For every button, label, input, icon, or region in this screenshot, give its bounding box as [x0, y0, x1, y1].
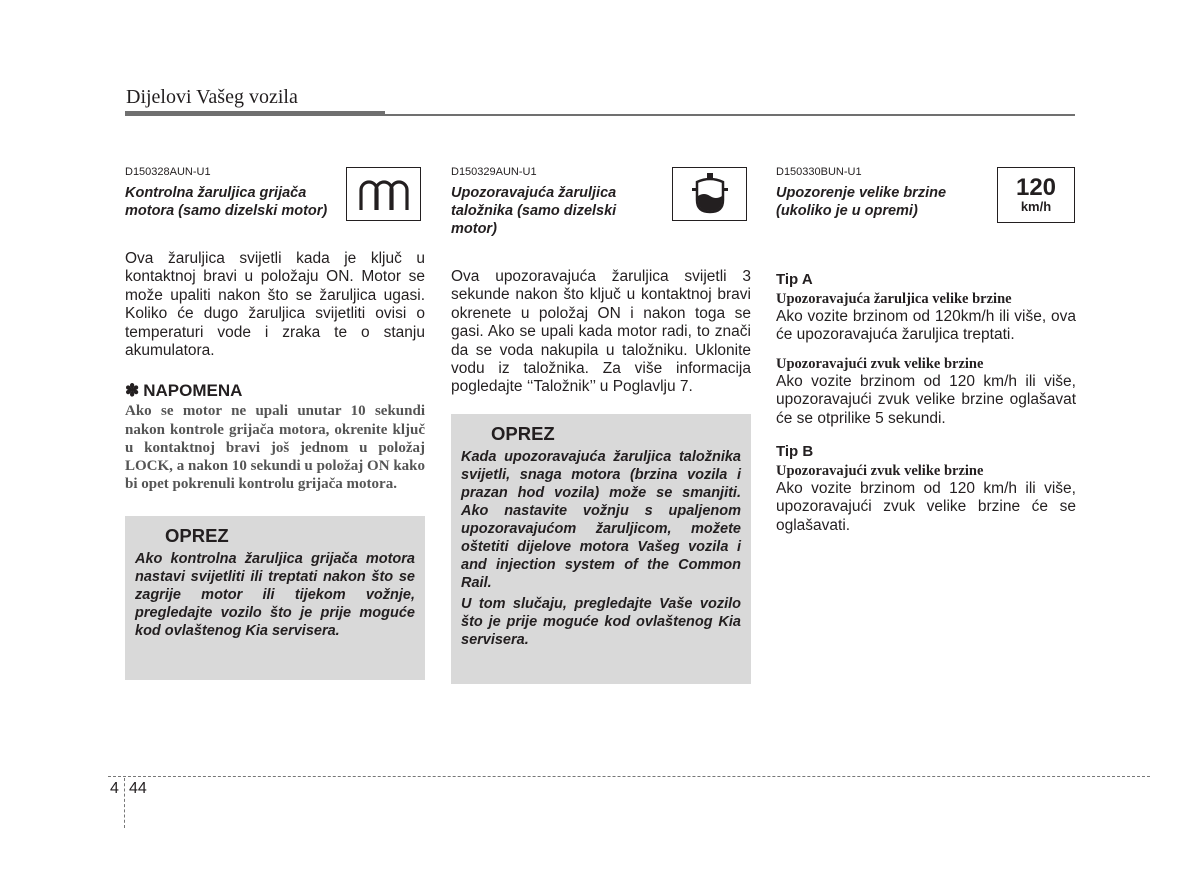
caution-title: OPREZ [165, 525, 229, 547]
caution-box [125, 516, 425, 680]
section-title: Upozorenje velike brzine (ukoliko je u opremi) [776, 185, 947, 219]
page-header-title: Dijelovi Vašeg vozila [126, 86, 298, 108]
caution-title: OPREZ [491, 422, 555, 444]
caution-body: Ako kontrolna žaruljica grijača motora nastavi svijetliti ili treptati nakon što se zagrije motor ili tijekom vožnje, pregledajte vozilo što je prije moguće kod ovlaštenog Kia servisera. [135, 551, 415, 640]
section-code: D150328AUN-U1 [125, 166, 211, 178]
speed-number: 120 [1015, 174, 1057, 201]
note-body: Ako se motor ne upali unutar 10 sekundi nakon kontrole grijača motora, okrenite ključ u kontaktnoj bravi još jednom u položaj LOCK, a nakon 10 sekundi u položaj ON kako bi opet pokrenuli kontrolu grijača motora. [125, 403, 425, 493]
section-fuel-filter [451, 163, 751, 684]
section-speed-warning [776, 163, 1076, 535]
tip-b-subtitle: Upozoravajući zvuk velike brzine [776, 463, 984, 480]
tip-a-subtitle-2: Upozoravajući zvuk velike brzine [776, 355, 984, 372]
section-body: Ova žaruljica svijetli kada je ključ u kontaktnoj bravi u položaju ON. Motor se može upaliti nakon što se žaruljica ugasi. Koliko će dugo žaruljica svijetliti ovisi o temperaturi vode i zraka te o stanju akumulatora. [125, 250, 425, 360]
footer-divider [108, 776, 1150, 777]
caution-body-2: U tom slučaju, pregledajte Vaše vozilo što je prije moguće kod ovlaštenog Kia servisera. [461, 595, 741, 648]
section-code: D150329AUN-U1 [451, 166, 537, 178]
page-number: 44 [129, 780, 147, 797]
tip-a-text-2: Ako vozite brzinom od 120 km/h ili više, upozoravajući zvuk velike brzine oglašavat će se otprilike 5 sekundi. [776, 372, 1076, 427]
note-heading [125, 380, 425, 402]
section-title: Upozoravajuća žaruljica taložnika (samo dizelski motor) [451, 185, 617, 237]
glow-plug-icon [346, 167, 421, 221]
section-title: Kontrolna žaruljica grijača motora (samo dizelski motor) [125, 185, 328, 219]
fuel-filter-water-icon [672, 167, 747, 221]
tip-b-text: Ako vozite brzinom od 120 km/h ili više, upozoravajući zvuk velike brzine će se oglašavati. [776, 480, 1076, 534]
asterisk-icon: ✽ [125, 381, 140, 401]
tip-a-text-1: Ako vozite brzinom od 120km/h ili više, ova će upozoravajuća žaruljica treptati. [776, 308, 1076, 344]
caution-body: Kada upozoravajuća žaruljica taložnika svijetli, snaga motora (brzina vozila i prazan hod vozila) može se smanjiti. Ako nastavite vožnju s upaljenom upozoravajućom žaruljicom, možete oštetiti dijelove motora Vašeg vozila i and injection system of the Common Rail. [461, 448, 741, 591]
section-glow-plug [125, 163, 425, 680]
tip-b-label: Tip B [776, 443, 814, 461]
footer-vertical-divider [124, 778, 125, 828]
header-rule-dark [125, 111, 385, 116]
tip-a-subtitle-1: Upozoravajuća žaruljica velike brzine [776, 291, 1012, 307]
note-title: NAPOMENA [143, 381, 243, 401]
section-body: Ova upozoravajuća žaruljica svijetli 3 sekunde nakon što ključ u kontaktnoj bravi okrenete u položaj ON i nakon toga se gasi. Ako se upali kada motor radi, to znači da se voda nakupila u taložniku. Uklonite vodu iz taložnika. Za više informacija pogledajte ‘‘Taložnik’’ u Poglavlju 7. [451, 268, 751, 396]
section-code: D150330BUN-U1 [776, 166, 862, 178]
header-rule-thin [385, 114, 1075, 116]
speed-warning-icon [997, 167, 1075, 223]
chapter-number: 4 [110, 780, 119, 797]
tip-a-label: Tip A [776, 271, 813, 288]
speed-unit: km/h [1020, 199, 1052, 214]
caution-box [451, 414, 751, 684]
